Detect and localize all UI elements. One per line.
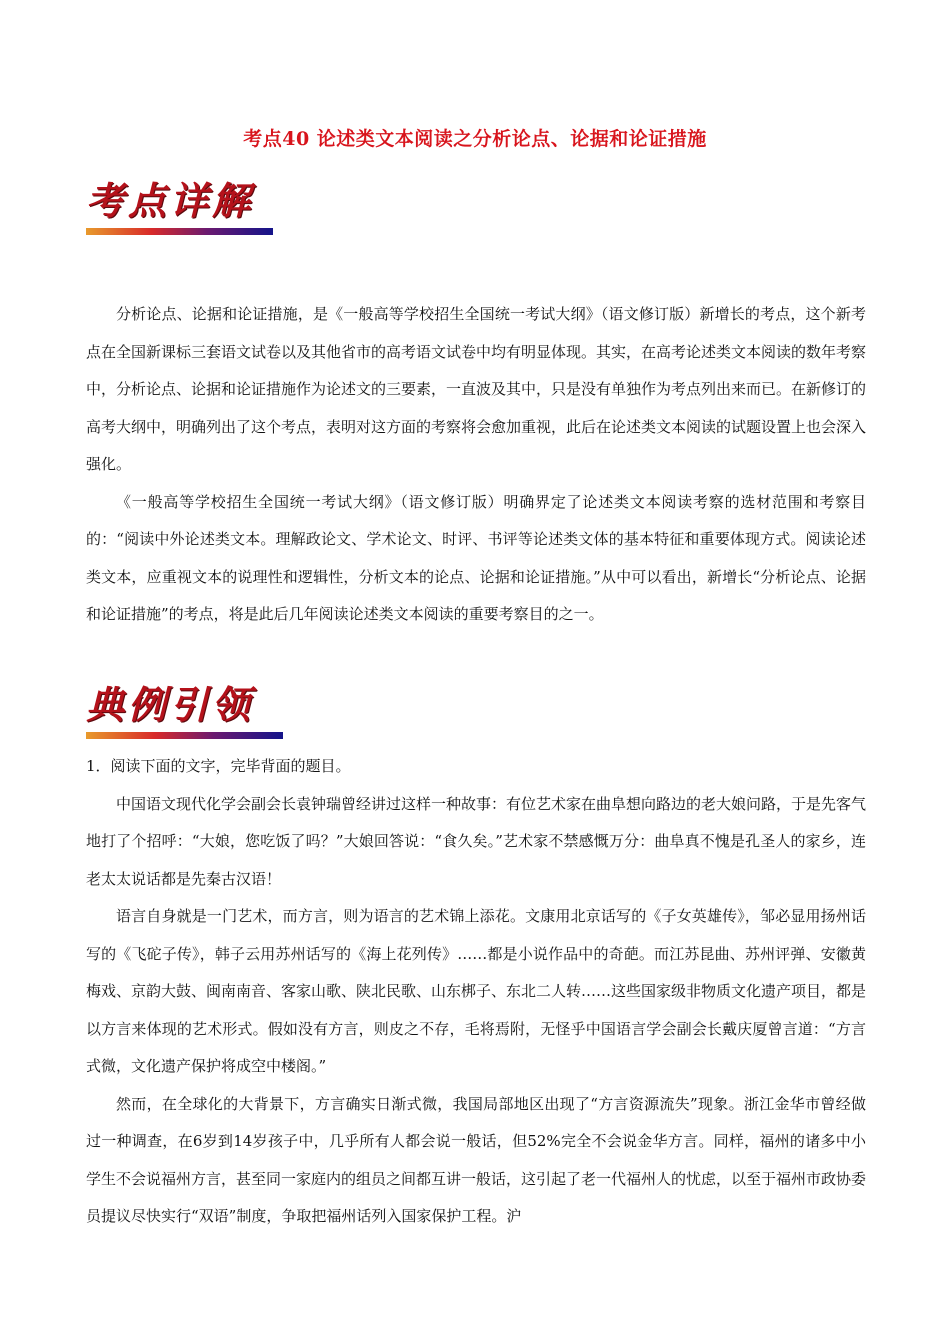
example-section: [86, 748, 866, 1236]
section-banner-explain: [86, 178, 273, 235]
paragraph: 然而，在全球化的大背景下，方言确实日渐式微，我国局部地区出现了“方言资源流失”现象。浙江金华市曾经做过一种调查，在6岁到14岁孩子中，几乎所有人都会说一般话，但52%完全不会说金华方言。同样，福州的诸多中小学生不会说福州方言，甚至同一家庭内的组员之间都互讲一般话，这引起了老一代福州人的忧虑，以至于福州市政协委员提议尽快实行“双语”制度，争取把福州话列入国家保护工程。沪: [86, 1094, 867, 1225]
banner-underline: [86, 732, 283, 739]
intro-section: [86, 296, 866, 634]
banner-underline: [86, 228, 273, 235]
paragraph: 《一般高等学校招生全国统一考试大纲》（语文修订版）明确界定了论述类文本阅读考察的选材范围和考察目的：“阅读中外论述类文本。理解政论文、学术论文、时评、书评等论述类文体的基本特征和重要体现方式。阅读论述类文本，应重视文本的说理性和逻辑性，分析文本的论点、论据和论证措施。”从中可以看出，新增长“分析论点、论据和论证措施”的考点，将是此后几年阅读论述类文本阅读的重要考察目的之一。: [86, 492, 866, 623]
paragraph: 中国语文现代化学会副会长袁钟瑞曾经讲过这样一种故事：有位艺术家在曲阜想向路边的老大娘问路，于是先客气地打了个招呼：“大娘，您吃饭了吗？”大娘回答说：“食久矣。”艺术家不禁感慨万分：曲阜真不愧是孔圣人的家乡，连老太太说话都是先秦古汉语！: [86, 794, 867, 888]
section-banner-examples: [86, 682, 283, 739]
paragraph: 分析论点、论据和论证措施，是《一般高等学校招生全国统一考试大纲》（语文修订版）新增长的考点，这个新考点在全国新课标三套语文试卷以及其他省市的高考语文试卷中均有明显体现。其实，在高考论述类文本阅读的数年考察中，分析论点、论据和论证措施作为论述文的三要素，一直波及其中，只是没有单独作为考点列出来而已。在新修订的高考大纲中，明确列出了这个考点，表明对这方面的考察将会愈加重视，此后在论述类文本阅读的试题设置上也会深入强化。: [86, 305, 867, 473]
question-prompt: 1．阅读下面的文字，完毕背面的题目。: [86, 757, 351, 775]
page-title: 考点40 论述类文本阅读之分析论点、论据和论证措施: [243, 128, 707, 150]
banner-heading: 典例引领: [86, 683, 255, 727]
banner-heading: 考点详解: [86, 179, 255, 223]
paragraph: 语言自身就是一门艺术，而方言，则为语言的艺术锦上添花。文康用北京话写的《子女英雄传》，邹必显用扬州话写的《飞砣子传》，韩子云用苏州话写的《海上花列传》……都是小说作品中的奇葩。而江苏昆曲、苏州评弹、安徽黄梅戏、京韵大鼓、闽南南音、客家山歌、陕北民歌、山东梆子、东北二人转……这些国家级非物质文化遗产项目，都是以方言来体现的艺术形式。假如没有方言，则皮之不存，毛将焉附，无怪乎中国语言学会副会长戴庆厦曾言道：“方言式微，文化遗产保护将成空中楼阁。”: [86, 907, 867, 1075]
